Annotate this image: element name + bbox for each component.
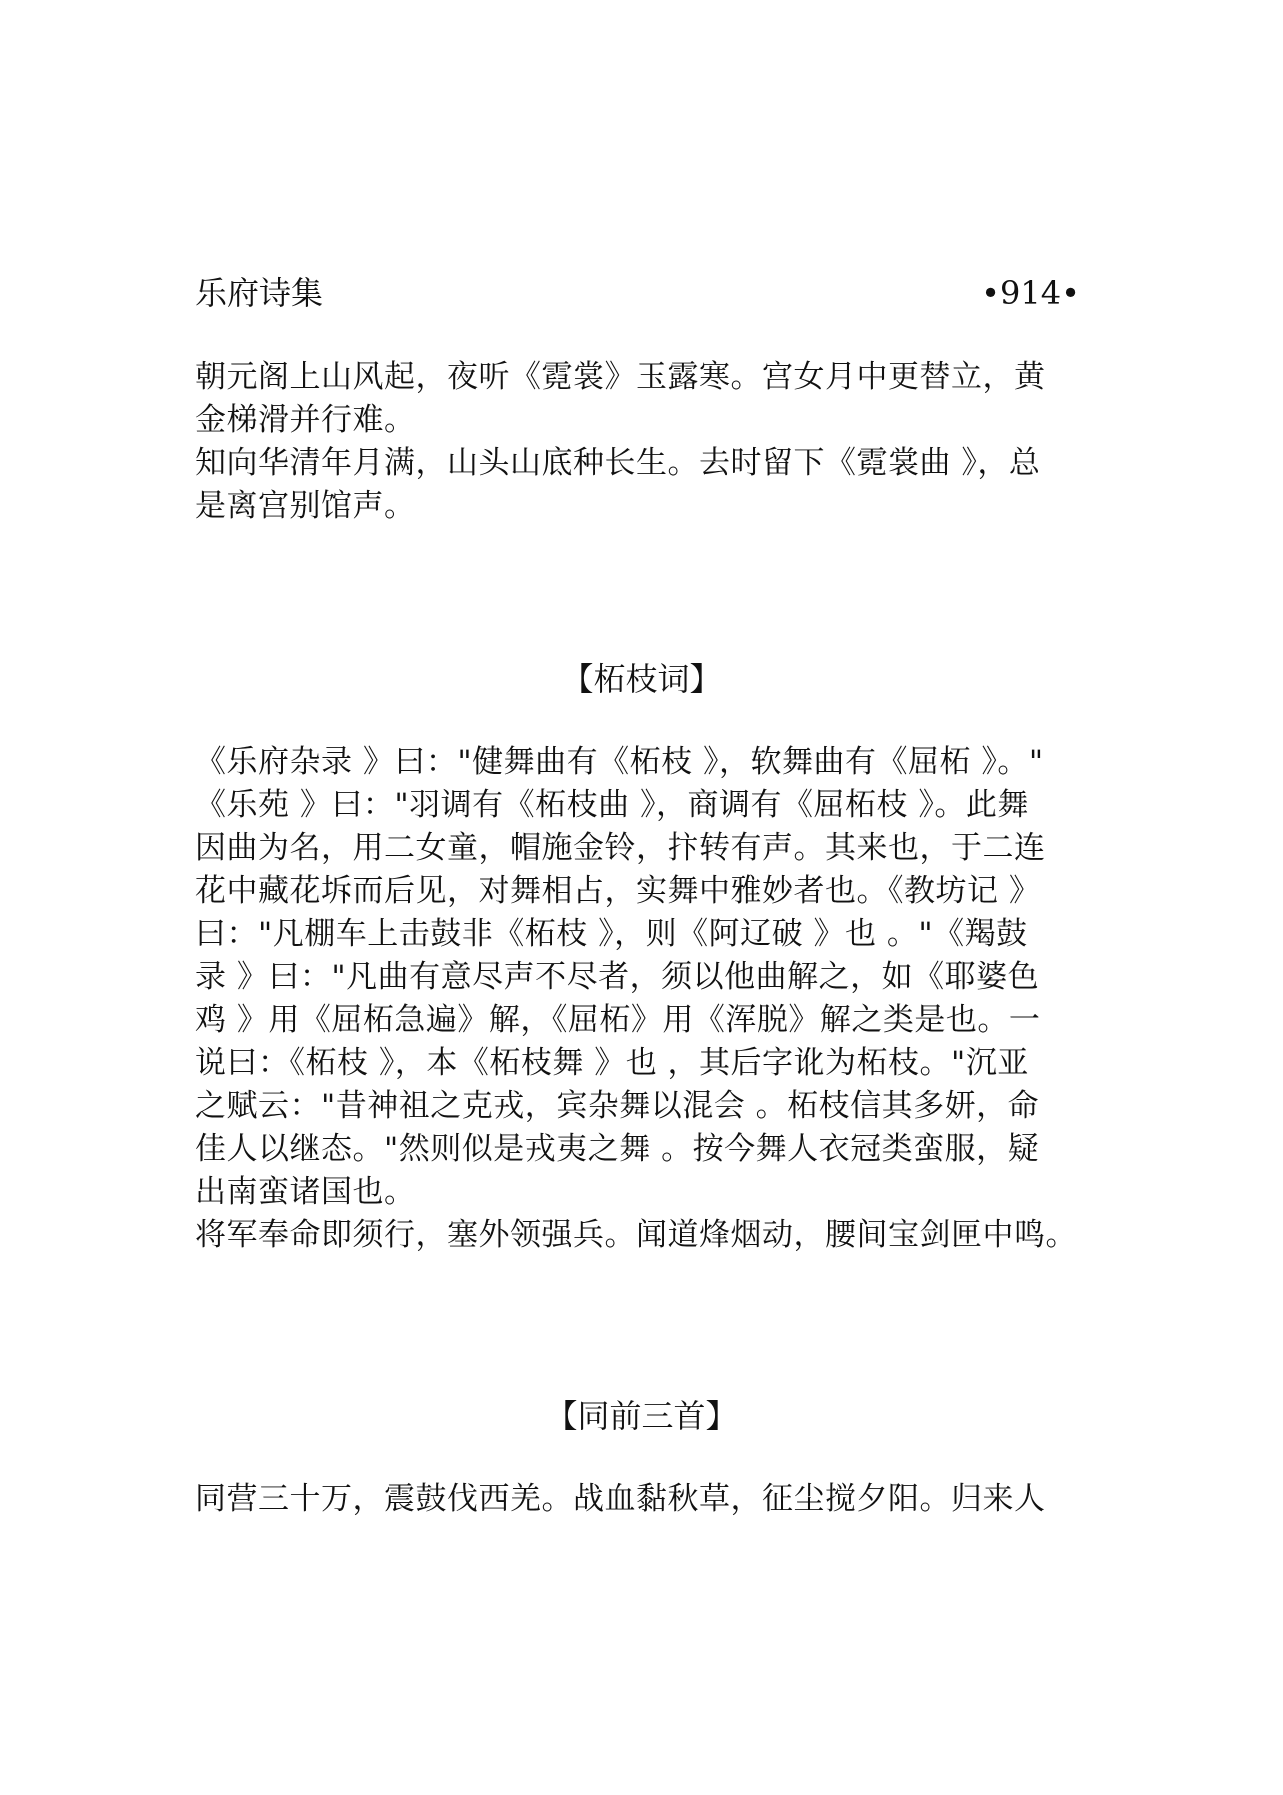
text-line: 因曲为名，用二女童，帽施金铃，抃转有声。其来也，于二连 [195,830,1046,866]
page-header [195,268,1080,318]
text-line: 录 》曰："凡曲有意尽声不尽者，须以他曲解之，如《耶婆色 [195,959,1040,995]
text-line: 《乐府杂录 》曰："健舞曲有《柘枝 》，软舞曲有《屈柘 》。" [195,744,1044,780]
text-line: 佳人以继态。"然则似是戎夷之舞 。按今舞人衣冠类蛮服，疑 [195,1131,1040,1167]
text-line: 金梯滑并行难。 [195,402,416,438]
text-line: 出南蛮诸国也。 [195,1174,416,1210]
section-heading-tongqian: 【同前三首】 [545,1397,738,1435]
text-line: 鸡 》用《屈柘急遍》解，《屈柘》用《浑脱》解之类是也。一 [195,1002,1041,1038]
text-line: 曰："凡棚车上击鼓非《柘枝 》，则《阿辽破 》也 。"《羯鼓 [195,916,1028,952]
page-number: •914• [981,274,1080,312]
book-title: 乐府诗集 [195,274,324,312]
text-line: 花中藏花坼而后见，对舞相占，实舞中雅妙者也。《教坊记 》 [195,873,1041,909]
section-heading-zhezhici: 【柘枝词】 [561,660,722,698]
preface-block [195,741,1195,1257]
text-line: 知向华清年月满，山头山底种长生。去时留下《霓裳曲 》，总 [195,445,1041,481]
text-line: 《乐苑 》曰："羽调有《柘枝曲 》，商调有《屈柘枝 》。此舞 [195,787,1029,823]
poem-line: 同营三十万，震鼓伐西羌。战血黏秋草，征尘搅夕阳。归来人 [195,1481,1046,1517]
text-line: 是离宫别馆声。 [195,488,416,524]
poem-block-1 [195,356,1195,528]
poem-line: 将军奉命即须行，塞外领强兵。闻道烽烟动，腰间宝剑匣中鸣。 [195,1217,1077,1253]
text-line: 说曰：《柘枝 》，本《柘枝舞 》也 ，其后字讹为柘枝。"沉亚 [195,1045,1029,1081]
poem-block-2 [195,1478,1195,1521]
text-line: 朝元阁上山风起，夜听《霓裳》玉露寒。宫女月中更替立，黄 [195,359,1046,395]
text-line: 之赋云："昔神祖之克戎，宾杂舞以混会 。柘枝信其多妍，命 [195,1088,1040,1124]
